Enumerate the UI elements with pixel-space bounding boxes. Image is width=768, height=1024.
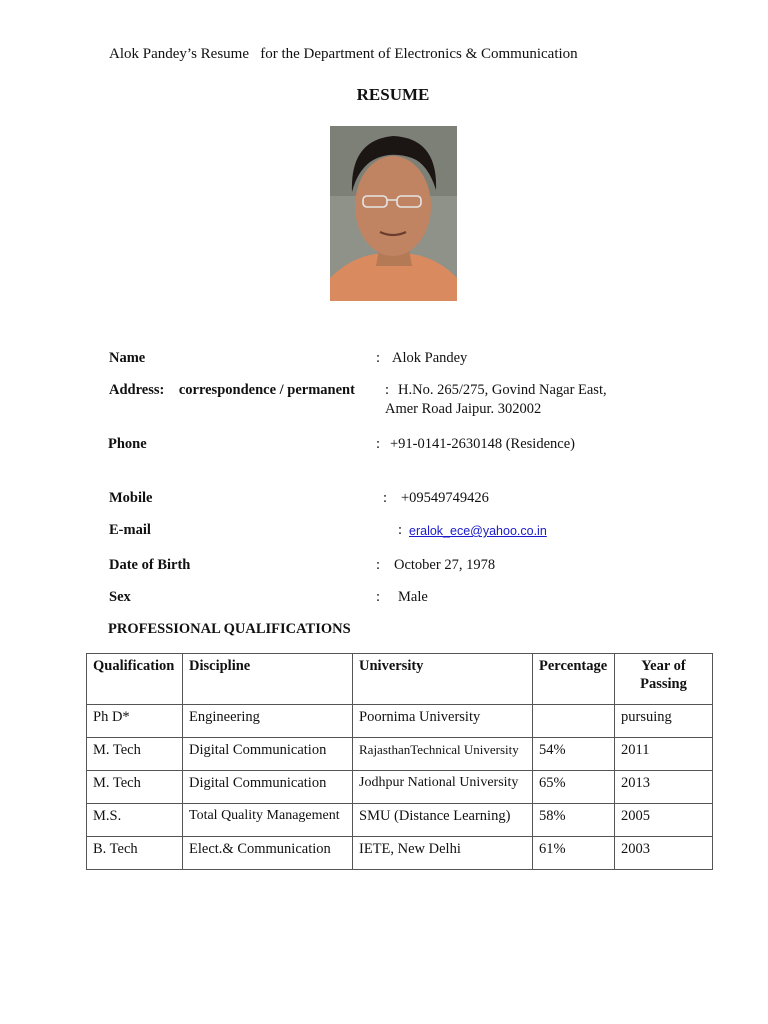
email-separator: : (398, 522, 403, 538)
cell-percentage: 54% (533, 738, 615, 771)
cell-qualification: M. Tech (87, 738, 183, 771)
cell-year: 2013 (615, 771, 713, 804)
dob-label: Date of Birth (109, 557, 191, 573)
portrait-illustration (330, 126, 457, 301)
phone-separator: : (376, 436, 381, 452)
cell-year: 2005 (615, 804, 713, 837)
cell-university: IETE, New Delhi (353, 837, 533, 870)
email-link[interactable]: eralok_ece@yahoo.co.in (409, 524, 547, 538)
header-qualification: Qualification (87, 654, 183, 705)
mobile-label: Mobile (109, 490, 153, 506)
cell-university: SMU (Distance Learning) (353, 804, 533, 837)
cell-university: Jodhpur National University (353, 771, 533, 804)
cell-qualification: M. Tech (87, 771, 183, 804)
cell-discipline: Engineering (183, 705, 353, 738)
cell-discipline: Total Quality Management (183, 804, 353, 837)
cell-university: RajasthanTechnical University (353, 738, 533, 771)
table-row (87, 705, 713, 738)
cell-qualification: Ph D* (87, 705, 183, 738)
header-percentage: Percentage (533, 654, 615, 705)
dob-value: October 27, 1978 (394, 557, 496, 573)
cell-percentage: 65% (533, 771, 615, 804)
header-discipline: Discipline (183, 654, 353, 705)
address-line-1: H.No. 265/275, Govind Nagar East, (398, 382, 607, 398)
cell-qualification: M.S. (87, 804, 183, 837)
mobile-value: +09549749426 (401, 490, 489, 506)
cell-year: pursuing (615, 705, 713, 738)
cell-discipline: Digital Communication (183, 738, 353, 771)
address-line-2: Amer Road Jaipur. 302002 (385, 401, 542, 417)
document-header: Alok Pandey’s Resume for the Department of Electronics & Communication (109, 46, 578, 62)
sex-value: Male (398, 589, 428, 605)
cell-university: Poornima University (353, 705, 533, 738)
name-label: Name (109, 350, 146, 366)
phone-label: Phone (108, 436, 147, 452)
sex-separator: : (376, 589, 381, 605)
section-heading: PROFESSIONAL QUALIFICATIONS (108, 621, 351, 637)
address-label: Address: correspondence / permanent (109, 382, 355, 398)
qualifications-table (86, 653, 713, 870)
dob-separator: : (376, 557, 381, 573)
cell-percentage (533, 705, 615, 738)
profile-photo (330, 126, 457, 301)
sex-label: Sex (109, 589, 131, 605)
phone-value: +91-0141-2630148 (Residence) (390, 436, 575, 452)
table-row (87, 771, 713, 804)
table-row (87, 804, 713, 837)
mobile-separator: : (383, 490, 388, 506)
cell-percentage: 61% (533, 837, 615, 870)
cell-discipline: Elect.& Communication (183, 837, 353, 870)
cell-percentage: 58% (533, 804, 615, 837)
header-university: University (353, 654, 533, 705)
cell-discipline: Digital Communication (183, 771, 353, 804)
name-value: Alok Pandey (392, 350, 468, 366)
header-year: Year of Passing (615, 654, 713, 705)
cell-qualification: B. Tech (87, 837, 183, 870)
cell-year: 2003 (615, 837, 713, 870)
table-row (87, 837, 713, 870)
resume-title: RESUME (356, 85, 430, 104)
table-row (87, 738, 713, 771)
name-separator: : (376, 350, 381, 366)
email-label: E-mail (109, 522, 151, 538)
table-header-row (87, 654, 713, 705)
address-separator: : (385, 382, 390, 398)
cell-year: 2011 (615, 738, 713, 771)
